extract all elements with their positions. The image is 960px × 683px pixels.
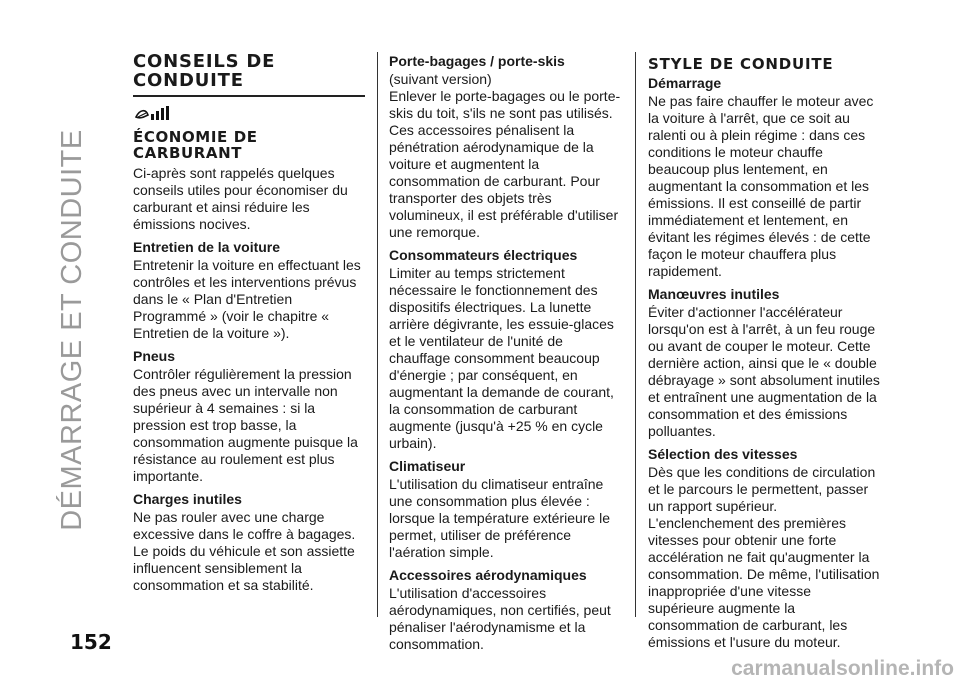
heading-manoeuvres: Manœuvres inutiles [648, 286, 780, 302]
subtitle-economie: ÉCONOMIE DE CARBURANT [133, 127, 258, 162]
note-porte-bagages: (suivant version) [389, 71, 492, 87]
sidebar-chapter-title: DÉMARRAGE ET CONDUITE [56, 129, 88, 531]
body-porte-bagages: Enlever le porte-bagages ou le porte-skis du toit, s'ils ne sont pas utilisés. Ces accessoires pénalisent la pénétration aérodynamique de la voiture et augmentent la consommation de carburant. Pour transporter des objets très volumineux, il est préférable d'utiliser une remorque. [389, 88, 621, 240]
page-number: 152 [70, 630, 112, 654]
body-climatiseur: L'utilisation du climatiseur entraîne une consommation plus élevée : lorsque la température extérieure le permet, utiliser de préférence l'aération simple. [389, 476, 611, 560]
body-accessoires: L'utilisation d'accessoires aérodynamiques, non certifiés, peut pénaliser l'aérodynamisme et la consommation. [389, 585, 611, 652]
body-vitesses: Dès que les conditions de circulation et le parcours le permettent, passer un rapport supérieur. L'enclenchement des premières vitesses pour obtenir une forte accélération ne fait qu'augmenter la consommation. De même, l'utilisation inappropriée d'une vitesse supérieure augmente la consommation de carburant, les émissions et l'usure du moteur. [648, 464, 880, 650]
body-manoeuvres: Éviter d'actionner l'accélérateur lorsqu'on est à l'arrêt, à un feu rouge ou avant de couper le moteur. Cette dernière action, ainsi que le « double débrayage » sont absolument inutiles et entraînent une augmentation de la consommation et des émissions polluantes. [648, 304, 880, 439]
column-2 [389, 52, 627, 653]
body-entretien: Entretenir la voiture en effectuant les contrôles et les interventions prévus dans le « Plan d'Entretien Programmé » (voir le chapitre « Entretien de la voiture »). [133, 256, 361, 341]
body-consommateurs: Limiter au temps strictement nécessaire le fonctionnement des dispositifs électriques. La lunette arrière dégivrante, les essuie-glaces et le ventilateur de l'unité de chauffage consomment beaucoup d'énergie ; par conséquent, en augmentant la demande de courant, la consommation de carburant augmente (jusqu'à +25 % en cycle urbain). [389, 265, 614, 451]
heading-entretien: Entretien de la voiture [133, 238, 281, 255]
column-divider-2 [635, 52, 636, 617]
heading-climatiseur: Climatiseur [389, 458, 466, 474]
heading-consommateurs: Consommateurs électriques [389, 247, 578, 263]
title-rule [133, 95, 365, 97]
column-3 [648, 52, 880, 651]
watermark-text: carmanualsonline.info [731, 657, 954, 680]
body-charges: Ne pas rouler avec une charge excessive dans le coffre à bagages. Le poids du véhicule et son assiette influencent sensiblement la consommation et sa stabilité. [133, 508, 356, 593]
heading-vitesses: Sélection des vitesses [648, 446, 798, 462]
section-title-style: STYLE DE CONDUITE [648, 55, 834, 73]
body-pneus: Contrôler régulièrement la pression des pneus avec un intervalle non supérieur à 4 semaines : si la pression est trop basse, la consommation augmente puisque la résistance au roulement est plus importante. [133, 365, 358, 484]
column-divider-1 [377, 52, 378, 617]
column-1 [133, 52, 365, 594]
body-demarrage: Ne pas faire chauffer le moteur avec la voiture à l'arrêt, que ce soit au ralenti ou à plein régime : dans ces conditions le moteur chauffe beaucoup plus lentement, en augmentant la consommation et les émissions. Il est conseillé de partir immédiatement et lentement, en évitant les régimes élevés : de cette façon le moteur chauffera plus rapidement. [648, 93, 874, 279]
heading-pneus: Pneus [133, 347, 176, 364]
eco-leaf-icon [134, 105, 172, 123]
heading-demarrage: Démarrage [648, 75, 722, 91]
heading-charges: Charges inutiles [133, 490, 242, 507]
heading-porte-bagages: Porte-bagages / porte-skis [389, 53, 565, 69]
intro-paragraph: Ci-après sont rappelés quelques conseils utiles pour économiser du carburant et ainsi réduire les émissions nocives. [133, 164, 348, 232]
heading-accessoires: Accessoires aérodynamiques [389, 567, 587, 583]
section-title-conseils: CONSEILS DE CONDUITE [133, 51, 276, 91]
